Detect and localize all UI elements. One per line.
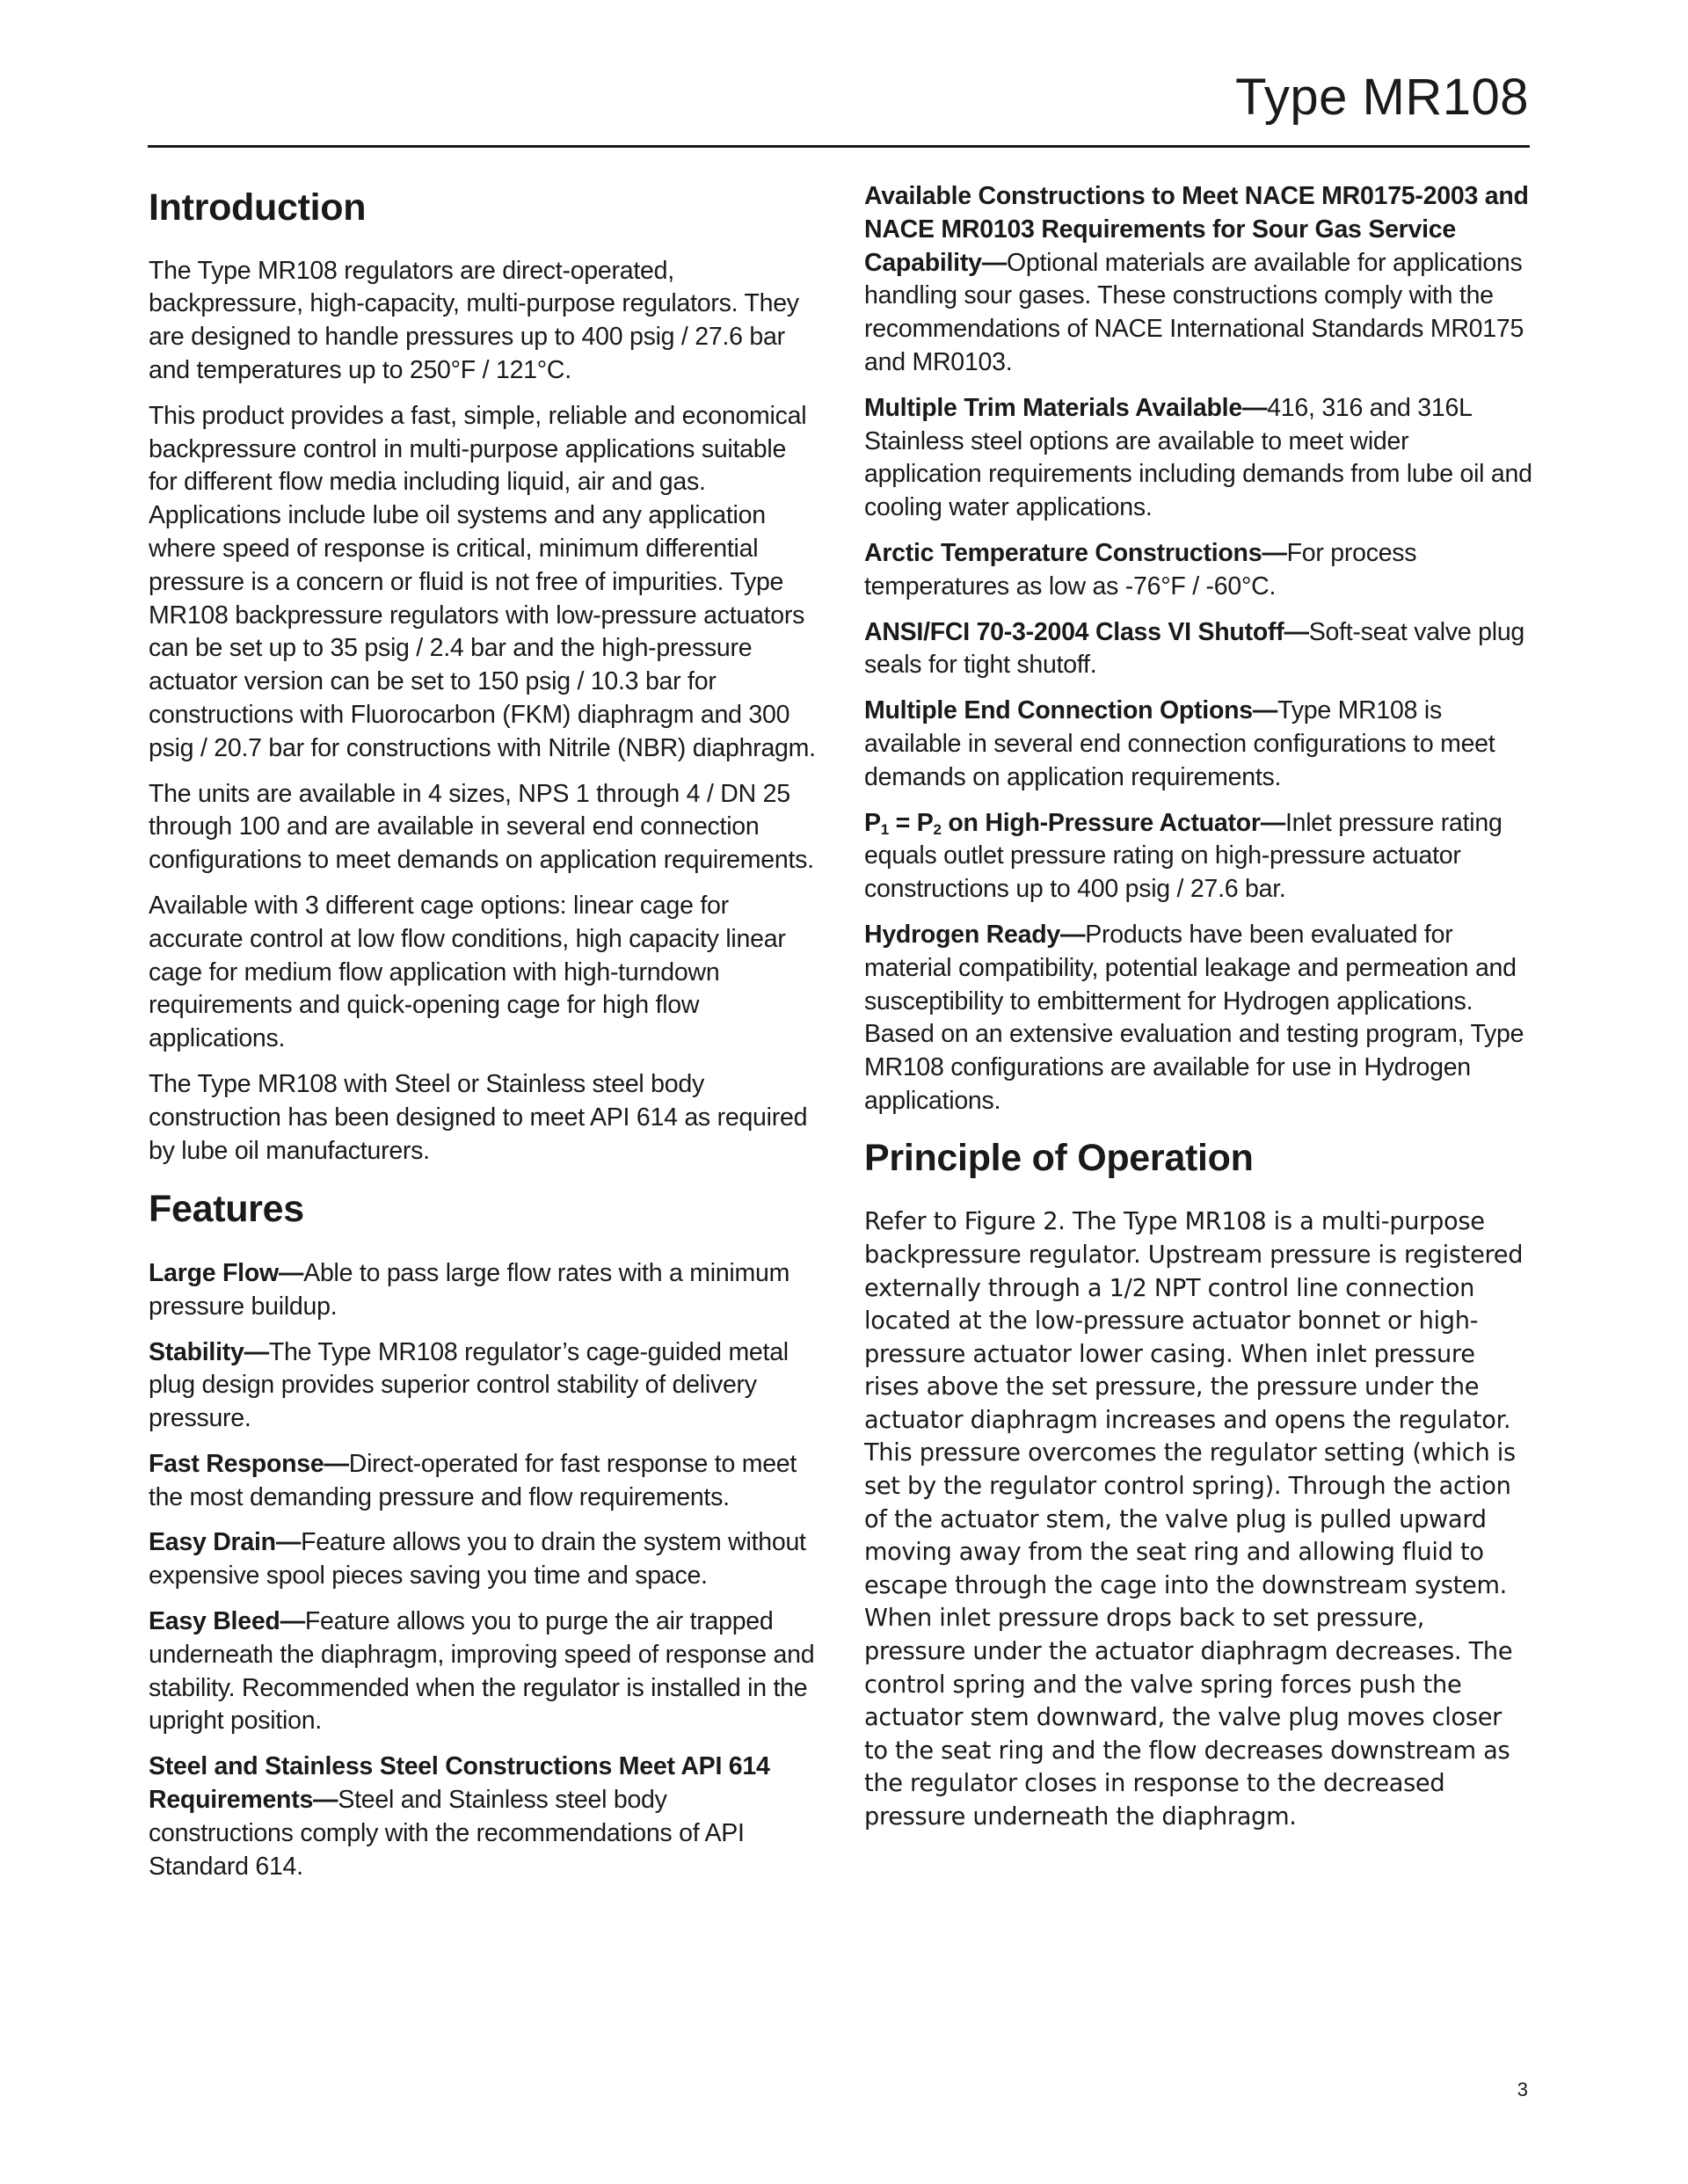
left-column	[149, 180, 817, 1896]
feature-lead: Hydrogen Ready—	[864, 920, 1086, 949]
header-divider	[148, 145, 1530, 148]
feature-lead: Arctic Temperature Constructions—	[864, 538, 1287, 567]
feature-text: Steel and Stainless steel body constructions comply with the recommendations of API Standard 614.	[149, 1786, 745, 1881]
right-column	[864, 180, 1532, 1846]
feature-hydrogen	[864, 919, 1532, 1118]
feature-text: Feature allows you to purge the air trapped underneath the diaphragm, improving speed of response and stability. Recommended when the regulator is installed in the upright position.	[149, 1607, 815, 1736]
document-title: Type MR108	[1235, 69, 1529, 126]
feature-lead: Fast Response—	[149, 1449, 349, 1478]
intro-paragraph-4: Available with 3 different cage options: linear cage for accurate control at low flow conditions, high capacity linear cage for medium flow application with high-turndown requirements and quick-opening cage for high flow applications.	[149, 891, 786, 1053]
feature-lead: Multiple Trim Materials Available—	[864, 393, 1268, 422]
feature-p1-p2	[864, 807, 1532, 906]
principle-heading: Principle of Operation	[864, 1136, 1254, 1179]
feature-text: Type MR108 is available in several end connection configurations to meet demands on application requirements.	[864, 696, 1495, 791]
feature-large-flow	[149, 1257, 817, 1324]
feature-lead: Large Flow—	[149, 1258, 304, 1287]
feature-lead: Available Constructions to Meet NACE MR0175-2003 and NACE MR0103 Requirements for Sour Gas Service Capability—	[864, 182, 1529, 277]
feature-text: Feature allows you to drain the system without expensive spool pieces saving you time and space.	[149, 1528, 806, 1591]
principle-paragraph: Refer to Figure 2. The Type MR108 is a multi-purpose backpressure regulator. Upstream pressure is registered externally through a 1/2 NPT control line connection located at the low-pressure actuator bonnet or high-pressure actuator lower casing. When inlet pressure rises above the set pressure, the pressure under the actuator diaphragm increases and opens the regulator. This pressure overcomes the regulator setting (which is set by the regulator control spring). Through the action of the actuator stem, the valve plug is pulled upward moving away from the seat ring and allowing fluid to escape through the cage into the downstream system. When inlet pressure drops back to set pressure, pressure under the actuator diaphragm decreases. The control spring and the valve spring forces push the actuator stem downward, the valve plug moves closer to the seat ring and the flow decreases downstream as the regulator closes in response to the decreased pressure underneath the diaphragm.	[864, 1208, 1524, 1831]
feature-api-614	[149, 1751, 817, 1883]
feature-easy-drain	[149, 1526, 817, 1593]
features-heading: Features	[149, 1188, 304, 1231]
feature-end-connections	[864, 695, 1532, 794]
feature-arctic	[864, 537, 1532, 604]
feature-fast-response	[149, 1448, 817, 1515]
feature-text: Direct-operated for fast response to meet the most demanding pressure and flow requirements.	[149, 1449, 797, 1511]
feature-text: Optional materials are available for applications handling sour gases. These constructions comply with the recommendations of NACE International Standards MR0175 and MR0103.	[864, 248, 1524, 376]
feature-lead: Steel and Stainless Steel Constructions Meet API 614 Requirements—	[149, 1752, 770, 1815]
page-number: 3	[1517, 2078, 1528, 2100]
feature-text: Soft-seat valve plug seals for tight shutoff.	[864, 617, 1525, 680]
feature-easy-bleed	[149, 1605, 817, 1738]
intro-paragraph-2: This product provides a fast, simple, reliable and economical backpressure control in multi-purpose applications suitable for different flow media including liquid, air and gas. Applications include lube oil systems and any application where speed of response is critical, minimum differential pressure is a concern or fluid is not free of impurities. Type MR108 backpressure regulators with low-pressure actuators can be set up to 35 psig / 2.4 bar and the high-pressure actuator version can be set to 150 psig / 10.3 bar for constructions with Fluorocarbon (FKM) diaphragm and 300 psig / 20.7 bar for constructions with Nitrile (NBR) diaphragm.	[149, 401, 816, 762]
intro-paragraph-1: The Type MR108 regulators are direct-operated, backpressure, high-capacity, multi-purpose regulators. They are designed to handle pressures up to 400 psig / 27.6 bar and temperatures up to 250°F / 121°C.	[149, 256, 799, 384]
feature-text: Inlet pressure rating equals outlet pressure rating on high-pressure actuator constructions up to 400 psig / 27.6 bar.	[864, 808, 1502, 904]
feature-trim-materials	[864, 392, 1532, 525]
feature-lead: Multiple End Connection Options—	[864, 696, 1278, 725]
feature-text: Able to pass large flow rates with a minimum pressure buildup.	[149, 1258, 790, 1321]
introduction-heading: Introduction	[149, 186, 367, 229]
feature-stability	[149, 1336, 817, 1436]
feature-lead: Easy Drain—	[149, 1528, 302, 1557]
intro-paragraph-3: The units are available in 4 sizes, NPS 1 through 4 / DN 25 through 100 and are available in several end connection configurations to meet demands on application requirements.	[149, 779, 814, 875]
feature-text: 416, 316 and 316L Stainless steel options are available to meet wider application requirements including demands from lube oil and cooling water applications.	[864, 393, 1532, 522]
feature-lead: Stability—	[149, 1337, 269, 1366]
intro-paragraph-5: The Type MR108 with Steel or Stainless steel body construction has been designed to meet API 614 as required by lube oil manufacturers.	[149, 1069, 808, 1165]
feature-lead: $P_1 = P_2$ on High-Pressure Actuator—	[864, 808, 1285, 838]
feature-nace	[864, 180, 1532, 380]
feature-lead: ANSI/FCI 70-3-2004 Class VI Shutoff—	[864, 617, 1309, 646]
feature-lead: Easy Bleed—	[149, 1607, 305, 1636]
feature-text: The Type MR108 regulator’s cage-guided metal plug design provides superior control stability of delivery pressure.	[149, 1337, 789, 1433]
feature-text: For process temperatures as low as -76°F / -60°C.	[864, 538, 1417, 601]
feature-text: Products have been evaluated for material compatibility, potential leakage and permeation and susceptibility to embitterment for Hydrogen applications. Based on an extensive evaluation and testing program, Type MR108 configurations are available for use in Hydrogen applications.	[864, 920, 1524, 1115]
feature-shutoff	[864, 616, 1532, 683]
